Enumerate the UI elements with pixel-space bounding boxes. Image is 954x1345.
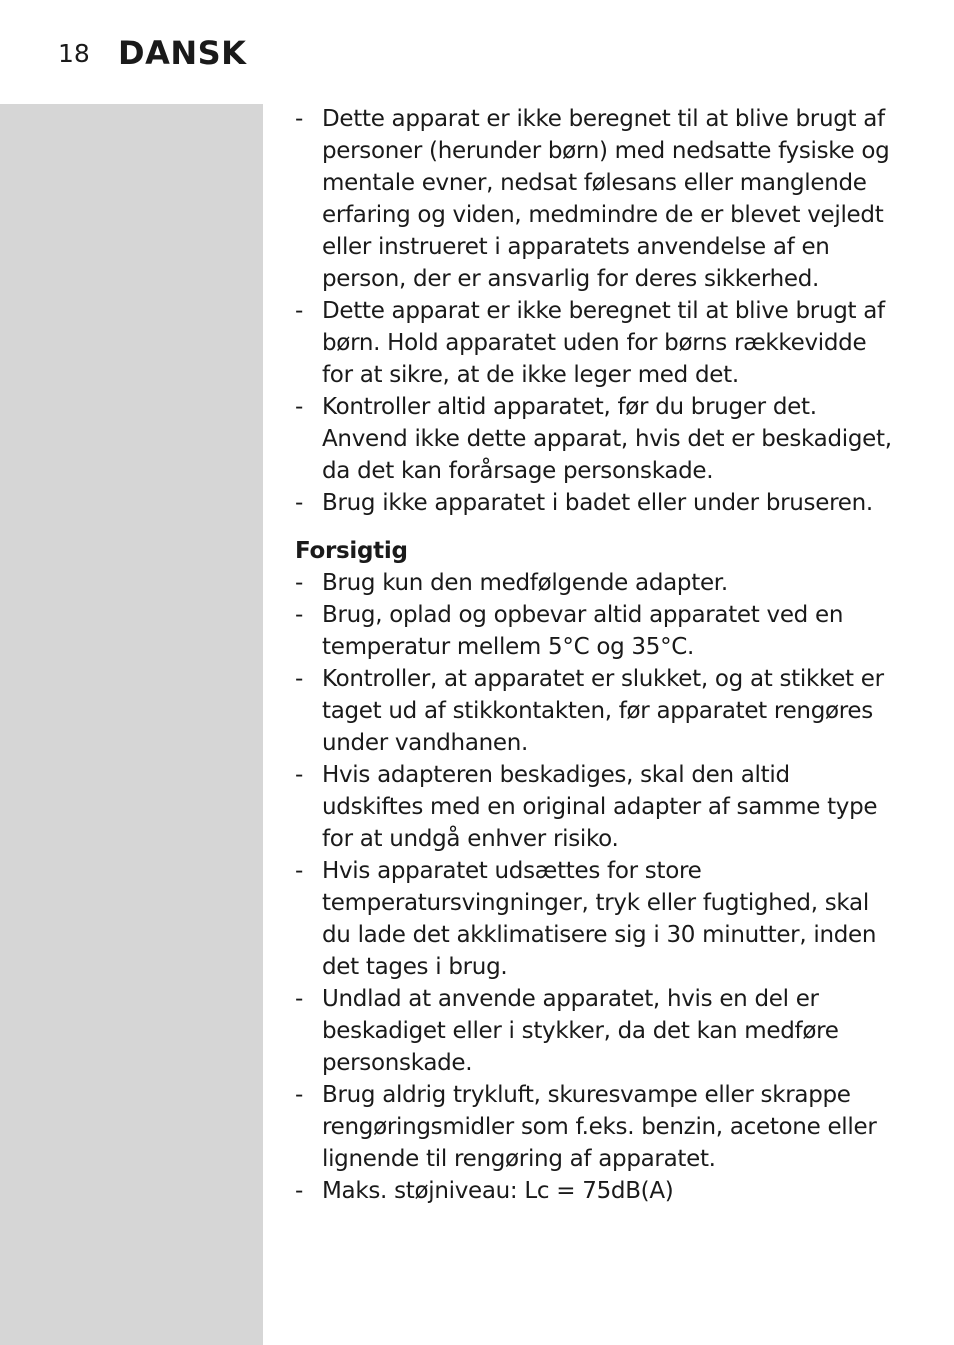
warnings-list (295, 103, 895, 519)
list-item: - Maks. støjniveau: Lc = 75dB(A) (295, 1178, 674, 1204)
list-item: - Brug ikke apparatet i badet eller under bruseren. (295, 490, 873, 516)
list-item-text: Kontroller, at apparatet er slukket, og at stikket er taget ud af stikkontakten, før apparatet rengøres under vandhanen. (322, 666, 884, 756)
page-number: 18 (58, 39, 90, 68)
list-item-text: Hvis apparatet udsættes for store temperatursvingninger, tryk eller fugtighed, skal du lade det akklimatisere sig i 30 minutter, inden det tages i brug. (322, 858, 877, 980)
list-item-text: Maks. støjniveau: Lc = 75dB(A) (322, 1178, 674, 1204)
list-item: - Undlad at anvende apparatet, hvis en del er beskadiget eller i stykker, da det kan medføre personskade. (295, 986, 839, 1076)
list-item: - Kontroller, at apparatet er slukket, og at stikket er taget ud af stikkontakten, før apparatet rengøres under vandhanen. (295, 666, 884, 756)
list-item: - Brug, oplad og opbevar altid apparatet ved en temperatur mellem 5°C og 35°C. (295, 602, 844, 660)
list-item-text: Undlad at anvende apparatet, hvis en del er beskadiget eller i stykker, da det kan medføre personskade. (322, 986, 839, 1076)
list-item-text: Brug aldrig trykluft, skuresvampe eller skrappe rengøringsmidler som f.eks. benzin, acetone eller lignende til rengøring af apparatet. (322, 1082, 877, 1172)
list-item: - Brug kun den medfølgende adapter. (295, 570, 728, 596)
list-item-text: Brug, oplad og opbevar altid apparatet ved en temperatur mellem 5°C og 35°C. (322, 602, 844, 660)
list-item: - Dette apparat er ikke beregnet til at blive brugt af personer (herunder børn) med nedsatte fysiske og mentale evner, nedsat følesans eller manglende erfaring og viden, medmindre de er blevet vejledt eller instrueret i apparatets anvendelse af en person, der er ansvarlig for deres sikkerhed. (295, 106, 890, 292)
list-item-text: Dette apparat er ikke beregnet til at blive brugt af børn. Hold apparatet uden for børns rækkevidde for at sikre, at de ikke leger med det. (322, 298, 885, 388)
list-item: - Dette apparat er ikke beregnet til at blive brugt af børn. Hold apparatet uden for børns rækkevidde for at sikre, at de ikke leger med det. (295, 298, 885, 388)
list-item: - Hvis apparatet udsættes for store temperatursvingninger, tryk eller fugtighed, skal du lade det akklimatisere sig i 30 minutter, inden det tages i brug. (295, 858, 877, 980)
main-content (295, 103, 895, 1207)
list-item-text: Brug ikke apparatet i badet eller under bruseren. (322, 490, 873, 516)
list-item-text: Hvis adapteren beskadiges, skal den altid udskiftes med en original adapter af samme type for at undgå enhver risiko. (322, 762, 878, 852)
list-item-text: Dette apparat er ikke beregnet til at blive brugt af personer (herunder børn) med nedsatte fysiske og mentale evner, nedsat følesans eller manglende erfaring og viden, medmindre de er blevet vejledt eller instrueret i apparatets anvendelse af en person, der er ansvarlig for deres sikkerhed. (322, 106, 890, 292)
section-title: DANSK (118, 34, 247, 72)
list-item: - Hvis adapteren beskadiges, skal den altid udskiftes med en original adapter af samme type for at undgå enhver risiko. (295, 762, 878, 852)
list-item-text: Kontroller altid apparatet, før du bruger det. Anvend ikke dette apparat, hvis det er beskadiget, da det kan forårsage personskade. (322, 394, 892, 484)
list-item: - Kontroller altid apparatet, før du bruger det. Anvend ikke dette apparat, hvis det er beskadiget, da det kan forårsage personskade. (295, 394, 892, 484)
list-item: - Brug aldrig trykluft, skuresvampe eller skrappe rengøringsmidler som f.eks. benzin, acetone eller lignende til rengøring af apparatet. (295, 1082, 877, 1172)
sidebar-panel (0, 104, 263, 1345)
caution-list (295, 567, 895, 1207)
caution-heading: Forsigtig (295, 538, 408, 564)
list-item-text: Brug kun den medfølgende adapter. (322, 570, 728, 596)
